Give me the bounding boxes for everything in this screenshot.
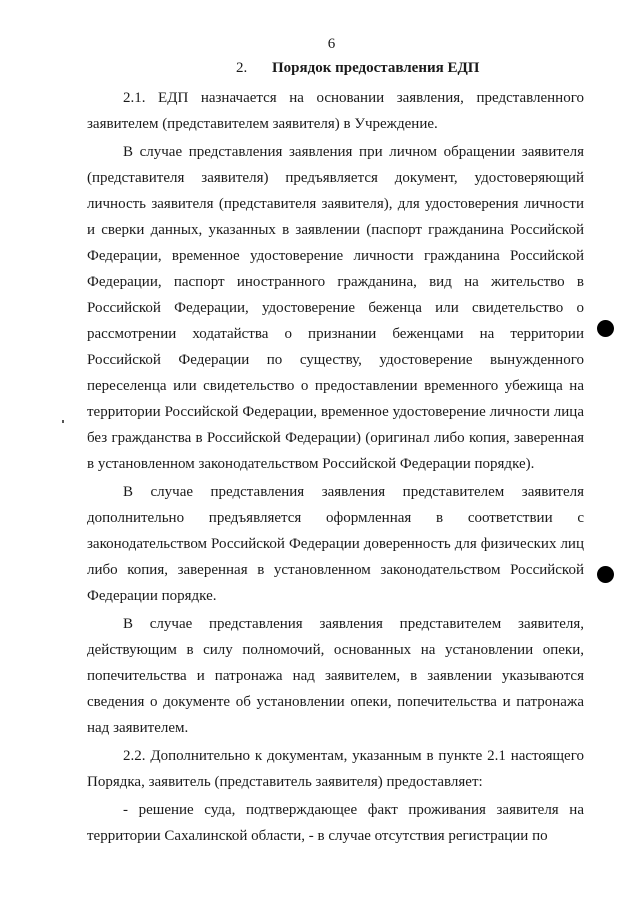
binding-hole-mark [597, 320, 614, 337]
paragraph-guardianship: В случае представления заявления представителем заявителя, действующим в силу полномочий, основанных на установлении опеки, попечительства и патронажа над заявителем, в заявлении указываются сведения о документе об установлении опеки, попечительства и патронажа над заявителем. [87, 616, 584, 736]
paragraph-2-1: 2.1. ЕДП назначается на основании заявления, представленного заявителем (представителем заявителя) в Учреждение. [87, 90, 584, 132]
page-number: 6 [327, 36, 336, 52]
section-title: Порядок предоставления ЕДП [272, 60, 480, 76]
paragraph-representative: В случае представления заявления представителем заявителя дополнительно предъявляется оформленная в соответствии с законодательством Российской Федерации доверенность для физических лиц либо копия, заверенная в установленном законодательством Российской Федерации порядке. [87, 484, 584, 604]
section-heading [236, 60, 479, 77]
paragraph-court-decision: - решение суда, подтверждающее факт проживания заявителя на территории Сахалинской области, - в случае отсутствия регистрации по [87, 802, 584, 844]
body-text [87, 85, 584, 851]
paragraph-personal-visit: В случае представления заявления при личном обращении заявителя (представителя заявителя) предъявляется документ, удостоверяющий личность заявителя (представителя заявителя), для удостоверения личности и сверки данных, указанных в заявлении (паспорт гражданина Российской Федерации, временное удостоверение личности гражданина Российской Федерации, паспорт иностранного гражданина, вид на жительство в Российской Федерации, удостоверение беженца или свидетельство о рассмотрении ходатайства о признании беженцами на территории Российской Федерации по существу, удостоверение вынужденного переселенца или свидетельство о предоставлении временного убежища на территории Российской Федерации, временное удостоверение личности лица без гражданства в Российской Федерации) (оригинал либо копия, заверенная в установленном законодательством Российской Федерации порядке). [87, 144, 584, 472]
paragraph-2-2: 2.2. Дополнительно к документам, указанным в пункте 2.1 настоящего Порядка, заявитель (представитель заявителя) предоставляет: [87, 748, 584, 790]
scan-speck [62, 420, 64, 423]
binding-hole-mark [597, 566, 614, 583]
section-number: 2. [236, 60, 248, 76]
